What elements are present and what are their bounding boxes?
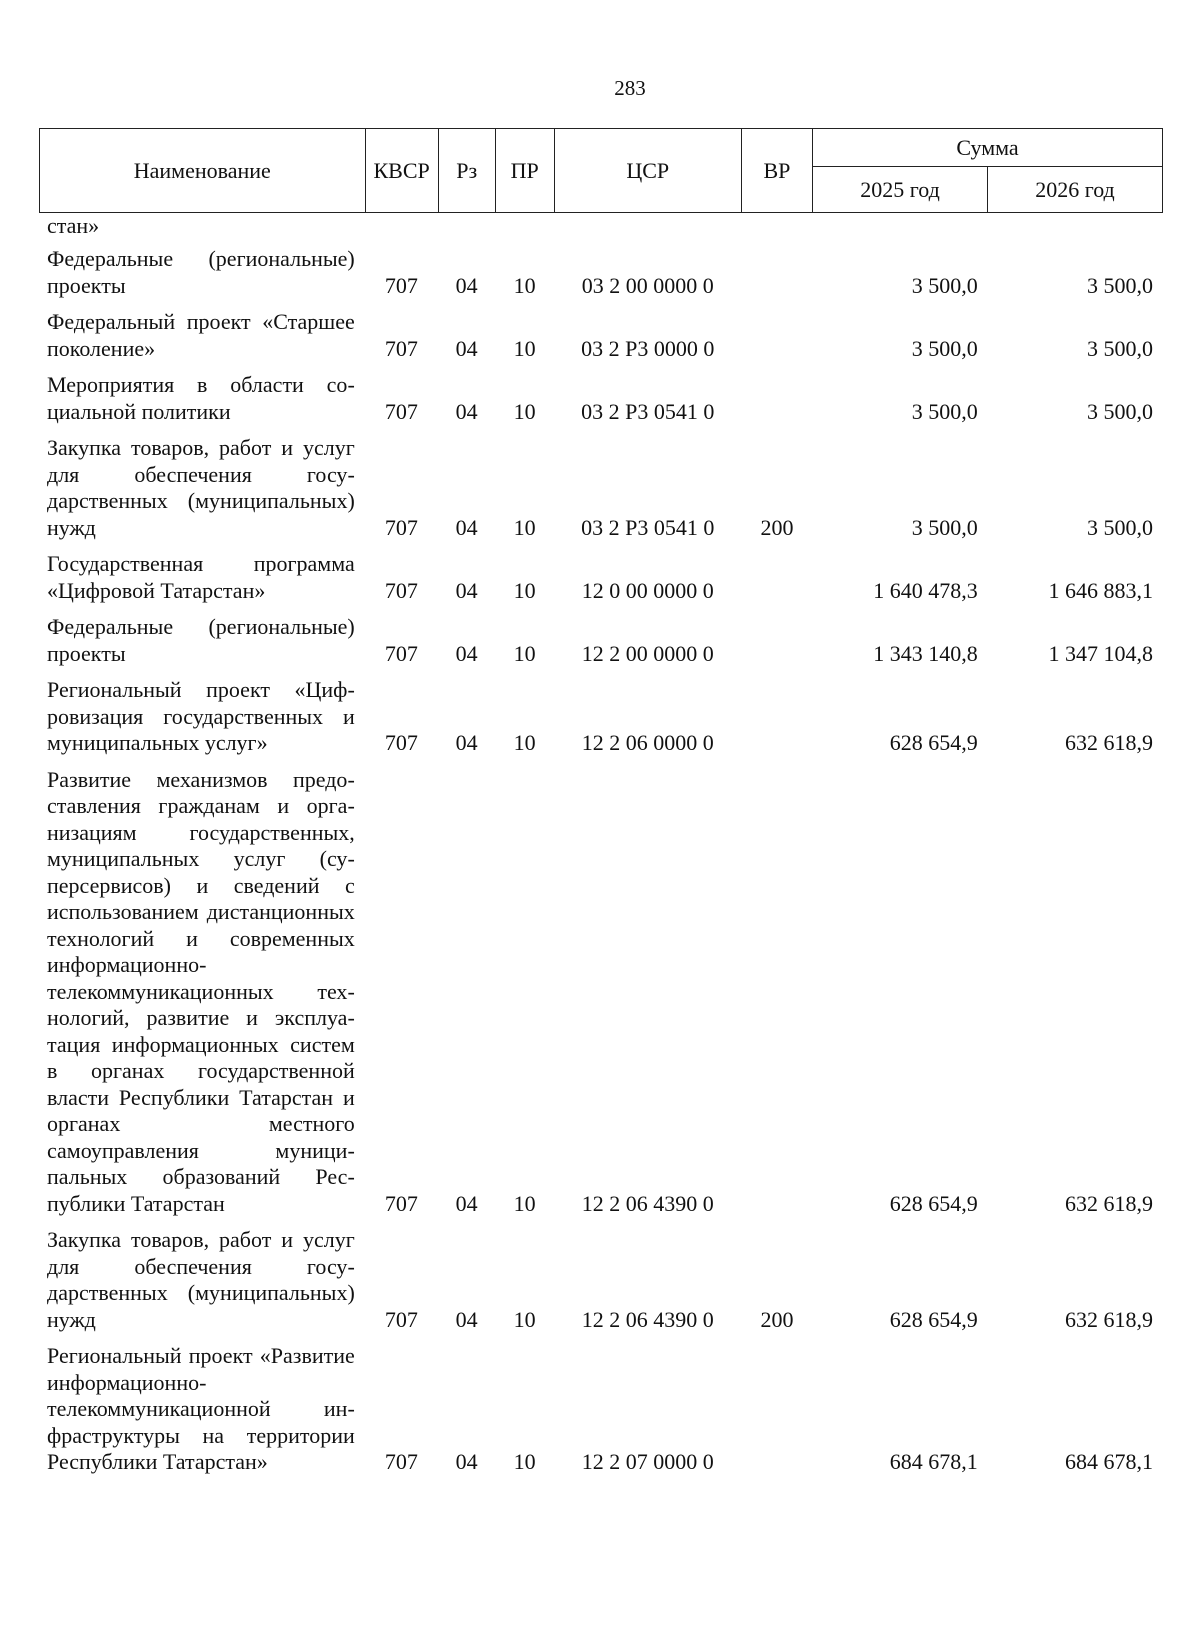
continuation-row bbox=[39, 214, 1163, 238]
cell-name: Федеральные (региональные) проекты bbox=[47, 246, 355, 298]
cell-sum-2025: 3 500,0 bbox=[911, 398, 978, 424]
cell-rz: 04 bbox=[455, 1449, 478, 1474]
cell-sum-2025: 3 500,0 bbox=[911, 514, 978, 540]
cell-pr: 10 bbox=[513, 335, 536, 361]
cell-kvsr: 707 bbox=[384, 272, 418, 298]
cell-rz: 04 bbox=[455, 514, 478, 540]
cell-sum-2026: 3 500,0 bbox=[1087, 272, 1153, 298]
cell-name: Региональный проект «Развитие информационно-телекоммуникационной инфраструктуры на территории Республики Татарстан» bbox=[47, 1343, 355, 1474]
cell-rz: 04 bbox=[455, 730, 478, 755]
cell-name: Закупка товаров, работ и услуг для обеспечения государственных (муниципальных) нужд bbox=[47, 1227, 355, 1332]
cell-rz: 04 bbox=[455, 640, 478, 666]
table-row bbox=[39, 1333, 1163, 1476]
cell-name: Мероприятия в области социальной политики bbox=[47, 372, 355, 424]
cell-pr: 10 bbox=[513, 640, 536, 666]
cell-kvsr: 707 bbox=[384, 1306, 418, 1332]
cell-pr: 10 bbox=[513, 272, 536, 298]
table-row bbox=[39, 757, 1163, 1218]
cell-pr: 10 bbox=[513, 577, 536, 603]
cell-name: Региональный проект «Цифровизация государственных и муниципальных услуг» bbox=[47, 677, 355, 755]
cell-vr bbox=[741, 541, 812, 604]
table-row bbox=[39, 1217, 1163, 1333]
cell-vr bbox=[741, 1333, 812, 1476]
cell-pr: 10 bbox=[513, 1190, 536, 1216]
cell-sum-2026: 632 618,9 bbox=[1065, 730, 1153, 755]
cell-sum-2026: 1 646 883,1 bbox=[1048, 577, 1153, 603]
cell-sum-2025: 3 500,0 bbox=[911, 335, 978, 361]
table-row bbox=[39, 425, 1163, 541]
header-vr: ВР bbox=[741, 129, 812, 213]
cell-sum-2026: 1 347 104,8 bbox=[1048, 640, 1153, 666]
cell-sum-2025: 1 640 478,3 bbox=[873, 577, 978, 603]
cell-kvsr: 707 bbox=[384, 1449, 418, 1474]
header-year-2026: 2026 год bbox=[987, 167, 1162, 213]
cell-vr bbox=[741, 604, 812, 667]
cell-vr bbox=[741, 667, 812, 757]
table-row bbox=[39, 604, 1163, 667]
cell-vr bbox=[741, 362, 812, 425]
cell-sum-2026: 3 500,0 bbox=[1087, 335, 1153, 361]
cell-rz: 04 bbox=[455, 335, 478, 361]
cell-vr bbox=[741, 238, 812, 299]
budget-table bbox=[39, 214, 1163, 1476]
header-csr: ЦСР bbox=[554, 129, 741, 213]
header-kvsr: КВСР bbox=[365, 129, 438, 213]
cell-pr: 10 bbox=[513, 1449, 536, 1474]
table-row bbox=[39, 667, 1163, 757]
cell-sum-2025: 3 500,0 bbox=[911, 272, 978, 298]
cell-sum-2026: 632 618,9 bbox=[1065, 1306, 1153, 1332]
cell-kvsr: 707 bbox=[384, 577, 418, 603]
cell-rz: 04 bbox=[455, 398, 478, 424]
cell-sum-2026: 684 678,1 bbox=[1065, 1449, 1153, 1474]
cell-vr: 200 bbox=[760, 514, 794, 540]
cell-sum-2025: 1 343 140,8 bbox=[873, 640, 978, 666]
cell-kvsr: 707 bbox=[384, 398, 418, 424]
cell-csr: 12 2 06 4390 0 bbox=[581, 1190, 714, 1216]
table-row bbox=[39, 299, 1163, 362]
table-row bbox=[39, 238, 1163, 299]
cell-name: Закупка товаров, работ и услуг для обеспечения государственных (муниципальных) нужд bbox=[47, 435, 355, 540]
cell-csr: 03 2 00 0000 0 bbox=[581, 272, 714, 298]
cell-csr: 12 2 06 0000 0 bbox=[581, 730, 714, 755]
cell-csr: 03 2 Р3 0541 0 bbox=[581, 514, 715, 540]
cell-rz: 04 bbox=[455, 1190, 478, 1216]
header-pr: ПР bbox=[495, 129, 554, 213]
table-row bbox=[39, 541, 1163, 604]
cell-rz: 04 bbox=[455, 577, 478, 603]
cell-vr bbox=[741, 299, 812, 362]
cell-csr: 12 0 00 0000 0 bbox=[581, 577, 714, 603]
cell-rz: 04 bbox=[455, 1306, 478, 1332]
cell-sum-2025: 628 654,9 bbox=[889, 730, 978, 755]
table-row bbox=[39, 362, 1163, 425]
cell-pr: 10 bbox=[513, 730, 536, 755]
table-header bbox=[39, 128, 1163, 213]
cell-csr: 12 2 07 0000 0 bbox=[581, 1449, 714, 1474]
cell-sum-2025: 628 654,9 bbox=[889, 1190, 978, 1216]
cell-pr: 10 bbox=[513, 398, 536, 424]
cell-kvsr: 707 bbox=[384, 335, 418, 361]
cell-name: Государственная программа «Цифровой Татарстан» bbox=[47, 551, 355, 603]
header-name: Наименование bbox=[40, 129, 366, 213]
continuation-text: стан» bbox=[47, 213, 100, 238]
page-number: 283 bbox=[614, 76, 646, 100]
cell-kvsr: 707 bbox=[384, 640, 418, 666]
cell-pr: 10 bbox=[513, 1306, 536, 1332]
cell-name: Развитие механизмов предоставления гражданам и организациям государственных, муниципальных услуг (суперсервисов) и сведений с использованием дистанционных технологий и современных информационно-телекоммуникационных технологий, развитие и эксплуатация информационных систем в органах государственной власти Республики Татарстан и органах местного самоуправления муниципальных образований Республики Татарстан bbox=[47, 766, 355, 1216]
cell-name: Федеральный проект «Старшее поколение» bbox=[47, 309, 355, 361]
cell-sum-2025: 628 654,9 bbox=[889, 1306, 978, 1332]
cell-kvsr: 707 bbox=[384, 730, 418, 755]
cell-csr: 03 2 Р3 0000 0 bbox=[581, 335, 715, 361]
cell-kvsr: 707 bbox=[384, 514, 418, 540]
cell-vr bbox=[741, 757, 812, 1218]
cell-kvsr: 707 bbox=[384, 1190, 418, 1216]
header-rz: Рз bbox=[438, 129, 495, 213]
header-sum: Сумма bbox=[813, 129, 1163, 167]
cell-rz: 04 bbox=[455, 272, 478, 298]
cell-sum-2025: 684 678,1 bbox=[889, 1449, 978, 1474]
header-year-2025: 2025 год bbox=[813, 167, 988, 213]
cell-csr: 03 2 Р3 0541 0 bbox=[581, 398, 715, 424]
cell-name: Федеральные (региональные) проекты bbox=[47, 614, 355, 666]
cell-csr: 12 2 00 0000 0 bbox=[581, 640, 714, 666]
cell-vr: 200 bbox=[760, 1306, 794, 1332]
cell-sum-2026: 3 500,0 bbox=[1087, 514, 1153, 540]
cell-sum-2026: 632 618,9 bbox=[1065, 1190, 1153, 1216]
cell-pr: 10 bbox=[513, 514, 536, 540]
cell-sum-2026: 3 500,0 bbox=[1087, 398, 1153, 424]
cell-csr: 12 2 06 4390 0 bbox=[581, 1306, 714, 1332]
